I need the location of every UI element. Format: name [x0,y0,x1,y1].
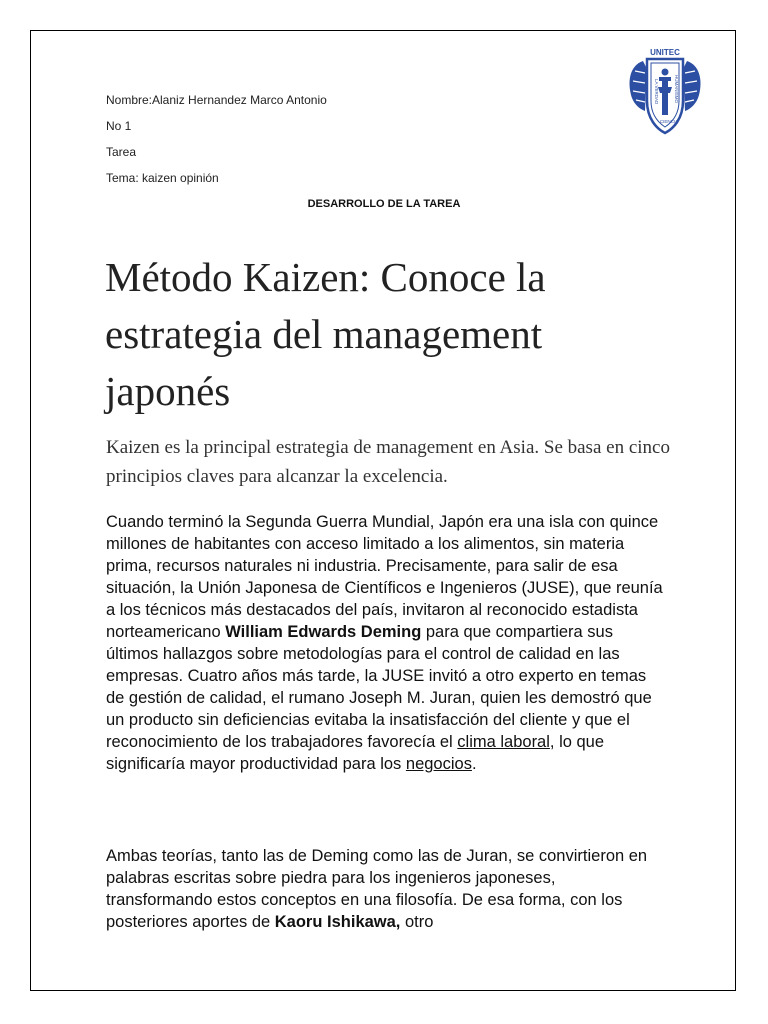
assignment-number: No 1 [106,119,132,133]
paragraph-1-text-b: para que compartiera sus últimos hallazgos sobre metodologías para el control de calidad en las empresas. Cuatro años más tarde, la JUSE invitó a otro experto en temas de gestión de calidad, el rumano Joseph M. Juran, quien les demostró que un producto sin deficiencias evitaba la insatisfacción del cliente y que el reconocimiento de los trabajadores favorecía el [106,623,652,751]
paragraph-2-text-a: Ambas teorías, tanto las de Deming como las de Juran, se convirtieron en palabras escritas sobre piedra para los ingenieros japoneses, transformando estos conceptos en una filosofía. De esa forma, con los posteriores aportes de [106,847,648,931]
link-negocios[interactable]: negocios [405,755,472,773]
student-name: Nombre:Alaniz Hernandez Marco Antonio [106,93,327,107]
paragraph-1-text-a: Cuando terminó la Segunda Guerra Mundial, Japón era una isla con quince millones de habitantes con acceso limitado a los alimentos, sin materia prima, recursos naturales ni industria. Precisamente, para salir de esa situación, la Unión Japonesa de Científicos e Ingenieros (JUSE), que reunía a los técnicos más destacados del país, invitaron al reconocido estadista norteamericano [106,513,663,641]
paragraph-2-text-b: otro [400,913,434,931]
section-heading: DESARROLLO DE LA TAREA [307,198,461,210]
paragraph-1-text-c: , lo que significaría mayor productividad para los [106,733,605,773]
document-page [30,30,736,991]
highlight-deming: William Edwards Deming [225,623,422,641]
article-subtitle: Kaizen es la principal estrategia de management en Asia. Se basa en cinco principios claves para alcanzar la excelencia. [106,437,670,487]
logo-text-left: LA VERDAD [654,79,659,105]
logo-text-bottom: CIENCIA [659,119,679,124]
logo-text-top: UNITEC [650,48,680,57]
unitec-logo [625,39,705,139]
highlight-ishikawa: Kaoru Ishikawa, [274,913,401,931]
link-clima-laboral[interactable]: clima laboral [457,733,550,751]
paragraph-1-text-d: . [471,755,477,773]
article-title: Método Kaizen: Conoce la estrategia del management japonés [105,254,546,414]
assignment-label: Tarea [106,145,137,159]
assignment-topic: Tema: kaizen opinión [106,171,219,185]
paragraph-2 [106,845,666,933]
paragraph-1 [106,511,666,775]
logo-text-right: HUMANISMO [674,75,679,103]
